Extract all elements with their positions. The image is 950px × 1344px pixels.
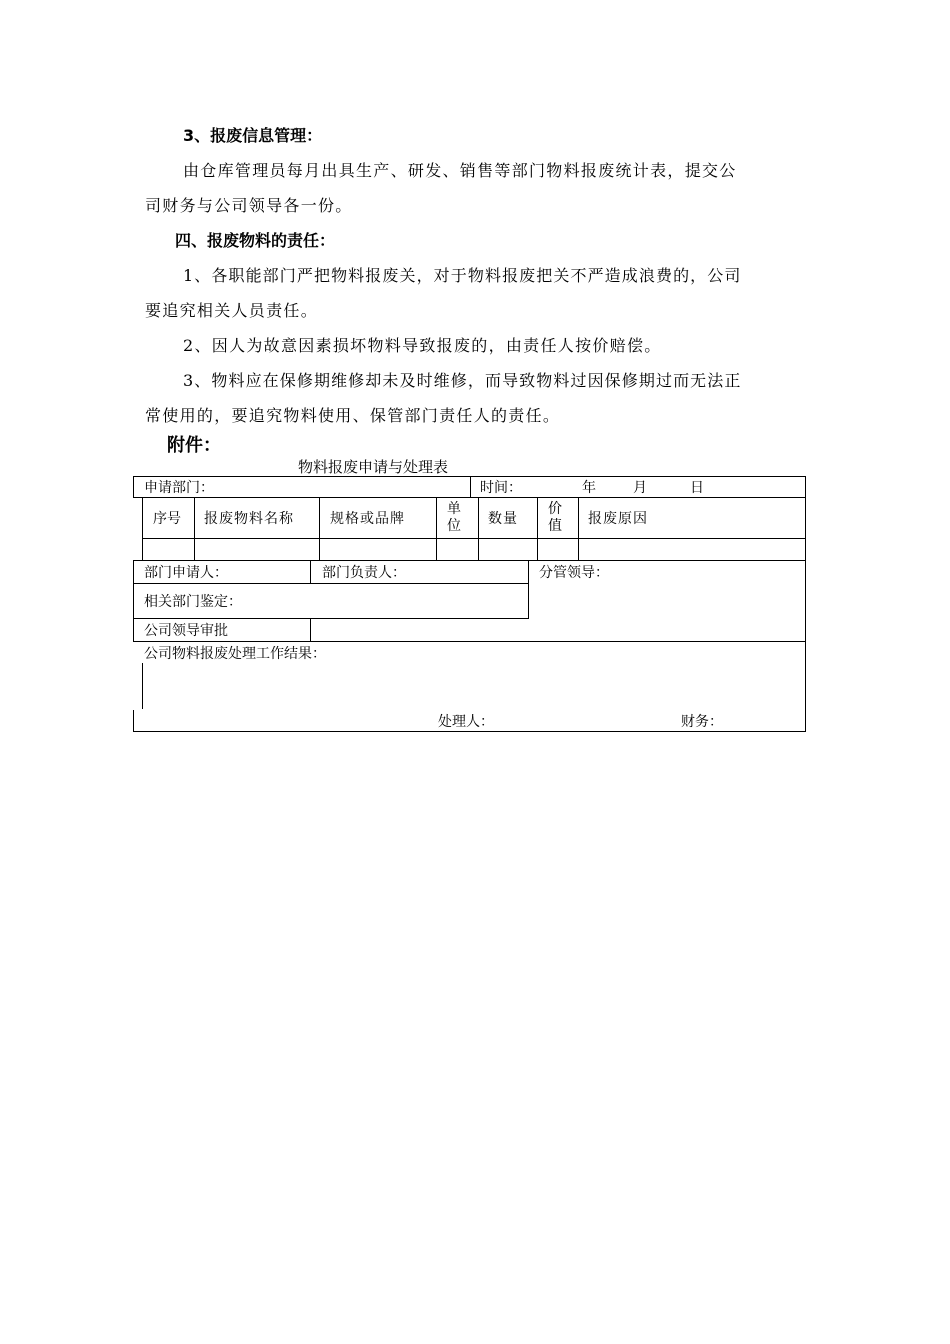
finance-label: 财务： <box>681 714 723 730</box>
header-value: 价值 <box>548 501 562 534</box>
form-title: 物料报废申请与处理表 <box>298 458 449 476</box>
section-4-heading: 四、报废物料的责任： <box>175 231 336 250</box>
supervisor-label: 分管领导： <box>539 565 609 581</box>
section-3-paragraph-line1: 由仓库管理员每月出具生产、研发、销售等部门物料报废统计表，提交公 <box>183 161 737 180</box>
header-reason: 报废原因 <box>588 511 648 527</box>
header-unit: 单位 <box>447 501 461 534</box>
section-4-item-2: 2、因人为故意因素损坏物料导致报废的，由责任人按价赔偿。 <box>183 336 662 355</box>
time-label: 时间： <box>480 480 522 496</box>
header-material-name: 报废物料名称 <box>204 511 294 527</box>
attachment-label: 附件： <box>167 435 221 456</box>
result-label: 公司物料报废处理工作结果： <box>144 646 326 662</box>
section-3-heading: 3、报废信息管理： <box>183 126 323 145</box>
header-quantity: 数量 <box>488 511 518 527</box>
company-approval-label: 公司领导审批 <box>144 623 228 639</box>
apply-dept-label: 申请部门： <box>144 480 214 496</box>
month-label: 月 <box>633 480 647 496</box>
header-spec-brand: 规格或品牌 <box>330 511 405 527</box>
dept-applicant-label: 部门申请人： <box>144 565 228 581</box>
section-4-item-1-line1: 1、各职能部门严把物料报废关，对于物料报废把关不严造成浪费的，公司 <box>183 266 742 285</box>
related-dept-label: 相关部门鉴定： <box>144 594 242 610</box>
section-4-item-3-line1: 3、物料应在保修期维修却未及时维修，而导致物料过因保修期过而无法正 <box>183 371 742 390</box>
section-4-item-3-line2: 常使用的，要追究物料使用、保管部门责任人的责任。 <box>145 406 561 425</box>
handler-label: 处理人： <box>438 714 494 730</box>
day-label: 日 <box>690 480 704 496</box>
section-3-paragraph-line2: 司财务与公司领导各一份。 <box>145 196 353 215</box>
year-label: 年 <box>582 480 596 496</box>
section-4-item-1-line2: 要追究相关人员责任。 <box>145 301 319 320</box>
header-serial: 序号 <box>153 511 181 527</box>
dept-head-label: 部门负责人： <box>322 565 406 581</box>
